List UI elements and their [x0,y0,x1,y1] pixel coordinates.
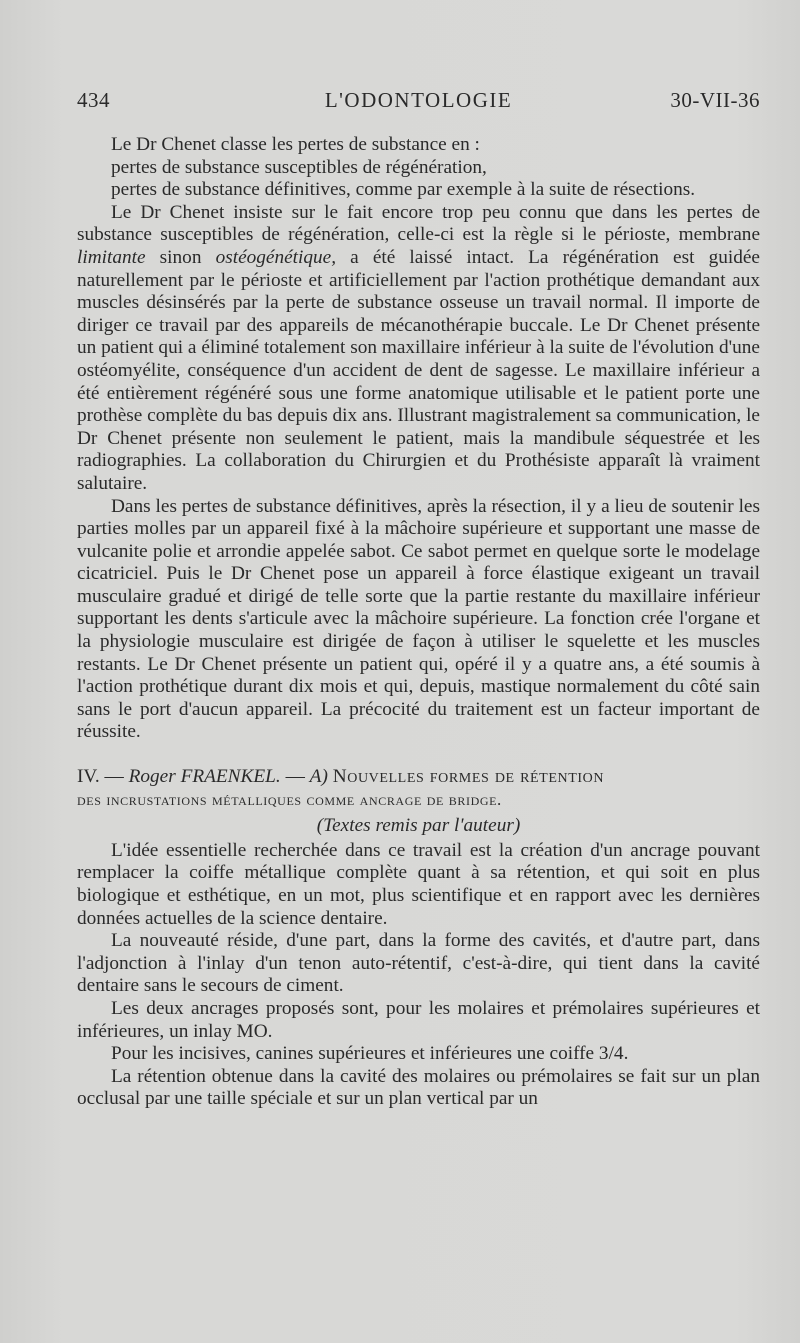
section-number: IV. [77,766,100,788]
section-letter: A) [309,766,328,788]
paragraph: Le Dr Chenet insiste sur le fait encore trop peu connu que dans les pertes de substance susceptibles de régénération, celle-ci est la règle si le périoste, membrane limitante sinon ostéogénétique, a été laissé intact. La régénération est guidée naturellement par le périoste et artificiellement par l'action prothétique demandant aux muscles désinsérés par la perte de substance osseuse un travail normal. Il importe de diriger ce travail par des appareils de mécanothérapie buccale. Le Dr Chenet présente un patient qui a éliminé totalement son maxillaire inférieur à la suite de l'évolution d'une ostéomyélite, conséquence d'un accident de dent de sagesse. Le maxillaire inférieur a été entièrement régénéré sous une forme anatomique utilisable et le patient porte une prothèse complète du bas depuis dix ans. Illustrant magistralement sa communication, le Dr Chenet présente non seulement le patient, mais la mandibule séquestrée et les radiographies. La collaboration du Chirurgien et du Prothésiste apparaît là vraiment salutaire. [77,201,760,494]
paragraph: pertes de substance définitives, comme par exemple à la suite de résections. [111,179,696,201]
paragraph: La rétention obtenue dans la cavité des molaires ou prémolaires se fait sur un plan occlusal par une taille spéciale et sur un plan vertical par un [77,1065,760,1110]
paragraph: pertes de substance susceptibles de régénération, [111,156,487,178]
emphasis: limitante [77,246,146,268]
paragraph: Le Dr Chenet classe les pertes de substance en : [111,134,480,155]
paragraph: Pour les incisives, canines supérieures et inférieures une coiffe 3/4. [111,1043,629,1065]
section-subtitle: (Textes remis par l'auteur) [316,815,521,837]
body-text [77,134,760,1111]
paragraph: Les deux ancrages proposés sont, pour les molaires et prémolaires supérieures et inférieures, un inlay MO. [77,997,760,1042]
paragraph: Dans les pertes de substance définitives, après la résection, il y a lieu de soutenir les parties molles par un appareil fixé à la mâchoire supérieure et supportant une masse de vulcanite polie et arrondie appelée sabot. Ce sabot permet en quelque sorte le modelage cicatriciel. Puis le Dr Chenet pose un appareil à force élastique exigeant un travail musculaire gradué et dirigé de telle sorte que la partie restante du maxillaire inférieur supportant les dents s'articule avec la mâchoire supérieure. La fonction crée l'organe et la physiologie musculaire est dirigée de façon à utiliser le squelette et les muscles restants. Le Dr Chenet présente un patient qui, opéré il y a quatre ans, a été soumis à l'action prothétique durant dix mois et qui, depuis, mastique normalement du côté sain sans le port d'aucun appareil. La précocité du traitement est un facteur important de réussite. [77,495,760,743]
section-author: Roger FRAENKEL. [128,766,281,788]
paragraph: La nouveauté réside, d'une part, dans la forme des cavités, et d'autre part, dans l'adjonction à l'inlay d'un tenon auto-rétentif, c'est-à-dire, qui tient dans la cavité dentaire sans le secours de ciment. [77,930,760,997]
issue-date: 30-VII-36 [670,88,760,112]
paragraph: L'idée essentielle recherchée dans ce travail est la création d'un ancrage pouvant remplacer la coiffe métallique complète quant à sa rétention, et qui soit en plus biologique et esthétique, en un mot, plus scientifique et en rapport avec les dernières données actuelles de la science dentaire. [77,839,760,929]
section-heading: IV. — Roger FRAENKEL. — A) Nouvelles formes de rétention des incrustations métalliques comme ancrage de bridge. [77,766,760,811]
section-title-line2: des incrustations métalliques comme ancrage de bridge. [77,789,502,809]
section-title-line1: Nouvelles formes de rétention [332,766,605,788]
page-header [77,88,760,118]
journal-title: L'ODONTOLOGIE [324,88,513,112]
emphasis: ostéogénétique, [215,246,337,268]
page-number: 434 [77,88,110,112]
